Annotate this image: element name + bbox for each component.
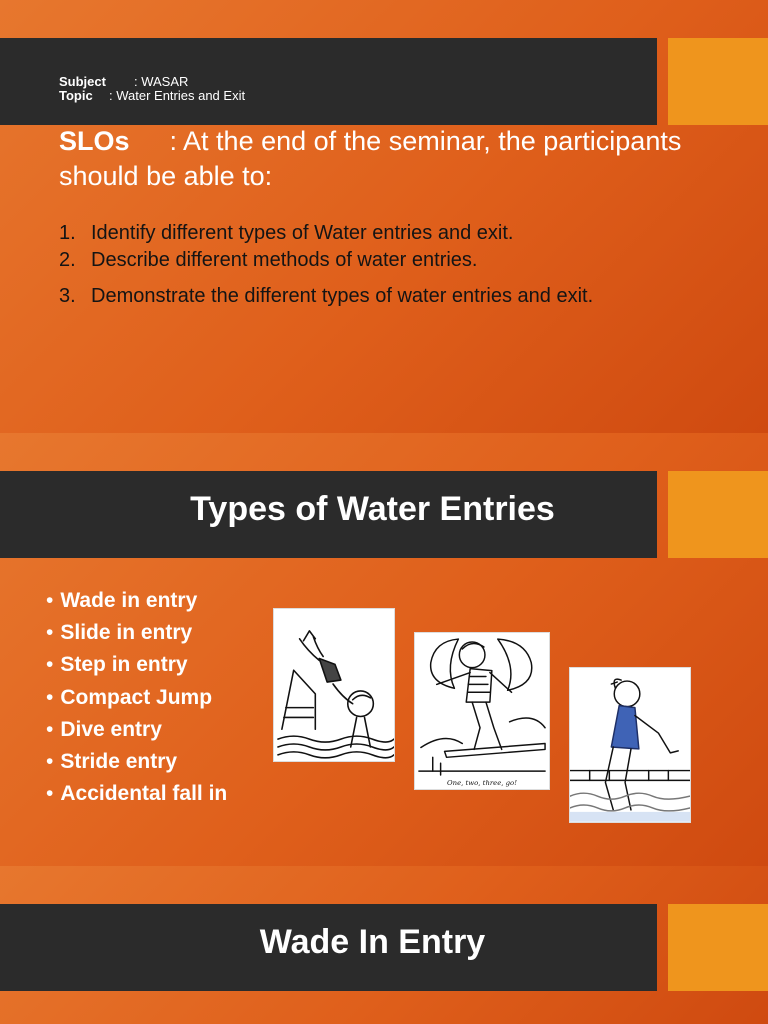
slos-text: : At the end of the seminar, the participants should be able to:: [59, 126, 682, 191]
list-item: • Dive entry: [46, 717, 162, 741]
illustration-caption: One, two, three, go!: [447, 778, 517, 787]
child-on-diving-board-illustration: [415, 633, 549, 789]
list-item: • Stride entry: [46, 750, 178, 774]
list-item: • Slide in entry: [46, 621, 193, 645]
list-item-text: Dive entry: [60, 717, 162, 741]
list-item-text: Stride entry: [60, 750, 178, 774]
list-item-text: Step in entry: [60, 653, 188, 677]
objective-item: [59, 285, 593, 308]
objective-number: 2.: [59, 249, 76, 271]
slide-in-illustration: [273, 608, 395, 762]
objective-text: Demonstrate the different types of water entries and exit.: [91, 285, 594, 307]
list-item-text: Accidental fall in: [60, 782, 228, 806]
topic-line: [59, 88, 245, 103]
list-item-text: Compact Jump: [60, 685, 213, 709]
objective-text: Identify different types of Water entries and exit.: [91, 222, 514, 244]
objective-item: [59, 249, 477, 272]
slos-label: SLOs: [59, 126, 130, 156]
topic-value: : Water Entries and Exit: [109, 88, 246, 103]
list-item: • Compact Jump: [46, 685, 213, 709]
slide-title: Types of Water Entries: [190, 490, 555, 528]
list-item: • Step in entry: [46, 653, 188, 677]
slide-objectives: [0, 0, 768, 433]
topic-label: Topic: [59, 88, 93, 103]
entry-types-list: [46, 585, 227, 810]
pool-edge-illustration: [569, 667, 691, 823]
objective-number: 1.: [59, 222, 76, 244]
subject-line: [59, 74, 188, 89]
objective-item: [59, 222, 513, 245]
list-item: • Wade in entry: [46, 589, 198, 612]
list-item: • Accidental fall in: [46, 782, 228, 806]
accent-block: [668, 38, 768, 125]
slide-wade-in-entry: [0, 866, 768, 1024]
objective-number: 3.: [59, 285, 76, 307]
subject-value: : WASAR: [134, 74, 189, 89]
subject-label: Subject: [59, 74, 106, 89]
child-sitting-on-pool-edge-illustration: [570, 668, 690, 822]
objective-text: Describe different methods of water entries.: [91, 249, 478, 271]
slos-heading: [59, 124, 699, 194]
list-item-text: Slide in entry: [60, 621, 193, 645]
list-item-text: Wade in entry: [60, 589, 198, 612]
diving-board-illustration: [414, 632, 550, 790]
slide-title: Wade In Entry: [259, 923, 486, 961]
child-sliding-into-pool-illustration: [274, 609, 394, 761]
